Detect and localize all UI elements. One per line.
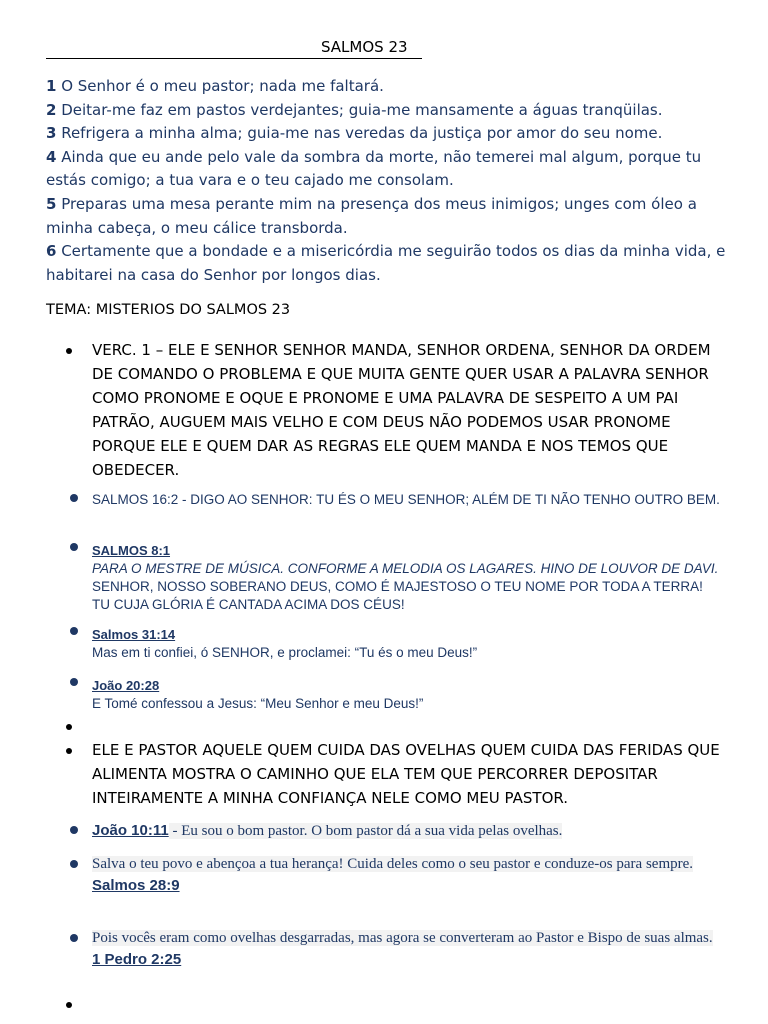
bullet (66, 348, 72, 354)
bullet (70, 678, 78, 686)
verse-2 (46, 101, 663, 119)
psalm-verses (46, 75, 726, 287)
bullet (70, 627, 78, 635)
title-underline (46, 36, 422, 59)
item-text: - Eu sou o bom pastor. O bom pastor dá a sua vida pelas ovelhas. (168, 823, 563, 839)
scripture-reference: Salmos 31:14 (92, 627, 176, 642)
item-italic-text: PARA O MESTRE DE MÚSICA. CONFORME A MELODIA OS LAGARES. HINO DE LOUVOR DE DAVI. (92, 561, 719, 576)
verse-number: 5 (46, 194, 57, 213)
verse-number: 4 (46, 147, 57, 166)
list-item-joao20 (92, 677, 722, 713)
bullet (70, 494, 78, 502)
bullet (66, 1002, 72, 1008)
list-item-salmos8 (92, 542, 722, 614)
list-item-salmos28 (92, 854, 722, 896)
scripture-reference: João 20:28 (92, 678, 160, 693)
item-text: Pois vocês eram como ovelhas desgarradas, mas agora se converteram ao Pastor e Bispo de suas almas. (92, 930, 713, 946)
tema-heading: TEMA: MISTERIOS DO SALMOS 23 (46, 302, 291, 318)
item-text: SENHOR, NOSSO SOBERANO DEUS, COMO É MAJESTOSO O TEU NOME POR TODA A TERRA! TU CUJA GLÓRIA É CANTADA ACIMA DOS CÉUS! (92, 579, 703, 612)
scripture-reference: SALMOS 8:1 (92, 543, 171, 558)
verse-number: 3 (46, 124, 57, 143)
bullet (70, 934, 78, 942)
verse-text: O Senhor é o meu pastor; nada me faltará. (56, 77, 384, 95)
list-item-salmos31 (92, 626, 722, 662)
list-item-salmos16 (92, 491, 722, 509)
verse-text: Deitar-me faz em pastos verdejantes; guia-me mansamente a águas tranqüilas. (56, 100, 663, 119)
verse-5 (46, 195, 697, 237)
page-title: SALMOS 23 (321, 38, 408, 56)
verse-number: 1 (46, 77, 57, 95)
verse-6 (46, 242, 725, 284)
bullet (66, 724, 72, 730)
bullet (70, 543, 78, 551)
scripture-reference: João 10:11 (92, 822, 169, 839)
item-text: Mas em ti confiei, ó SENHOR, e proclamei: “Tu és o meu Deus!” (92, 645, 478, 660)
verse-text: Preparas uma mesa perante mim na presença dos meus inimigos; unges com óleo a minha cabeça, o meu cálice transborda. (46, 194, 697, 237)
verse-text: Certamente que a bondade e a misericórdia me seguirão todos os dias da minha vida, e habitarei na casa do Senhor por longos dias. (46, 242, 726, 284)
verse-number: 6 (46, 242, 57, 261)
item-text: ELE E PASTOR AQUELE QUEM CUIDA DAS OVELHAS QUEM CUIDA DAS FERIDAS QUE ALIMENTA MOSTRA O CAMINHO QUE ELA TEM QUE PERCORRER DEPOSITAR INTEIRAMENTE A MINHA CONFIANÇA NELE COMO MEU PASTOR. (92, 741, 720, 807)
list-item-verc1 (92, 338, 722, 482)
verse-text: Ainda que eu ande pelo vale da sombra da morte, não temerei mal algum, porque tu estás comigo; a tua vara e o teu cajado me consolam. (46, 147, 702, 190)
verse-1 (46, 77, 384, 95)
verse-number: 2 (46, 100, 57, 119)
verse-3 (46, 124, 662, 142)
item-text: SALMOS 16:2 - DIGO AO SENHOR: TU ÉS O MEU SENHOR; ALÉM DE TI NÃO TENHO OUTRO BEM. (92, 492, 720, 507)
item-text: Salva o teu povo e abençoa a tua herança! Cuida deles como o seu pastor e conduze-os para sempre. (92, 856, 694, 872)
item-text: E Tomé confessou a Jesus: “Meu Senhor e meu Deus!” (92, 696, 424, 711)
item-text: VERC. 1 – ELE E SENHOR SENHOR MANDA, SENHOR ORDENA, SENHOR DA ORDEM DE COMANDO O PROBLEMA E QUE MUITA GENTE QUER USAR A PALAVRA SENHOR COMO PRONOME E OQUE E PRONOME E UMA PALAVRA DE SESPEITO A UM PAI PATRÃO, AUGUEM MAIS VELHO E COM DEUS NÃO PODEMOS USAR PRONOME PORQUE ELE E QUEM DAR AS REGRAS ELE QUEM MANDA E NOS TEMOS QUE OBEDECER. (92, 341, 711, 479)
bullet (66, 748, 72, 754)
empty-list-item (92, 722, 722, 732)
list-item-joao10 (92, 820, 722, 842)
list-item-pedro (92, 928, 722, 970)
scripture-reference: Salmos 28:9 (92, 877, 180, 894)
scripture-reference: 1 Pedro 2:25 (92, 951, 182, 968)
list-item-pastor (92, 738, 722, 810)
verse-text: Refrigera a minha alma; guia-me nas veredas da justiça por amor do seu nome. (56, 124, 663, 143)
bullet (70, 826, 78, 834)
empty-list-item (92, 1000, 722, 1010)
bullet (70, 860, 78, 868)
verse-4 (46, 148, 701, 190)
